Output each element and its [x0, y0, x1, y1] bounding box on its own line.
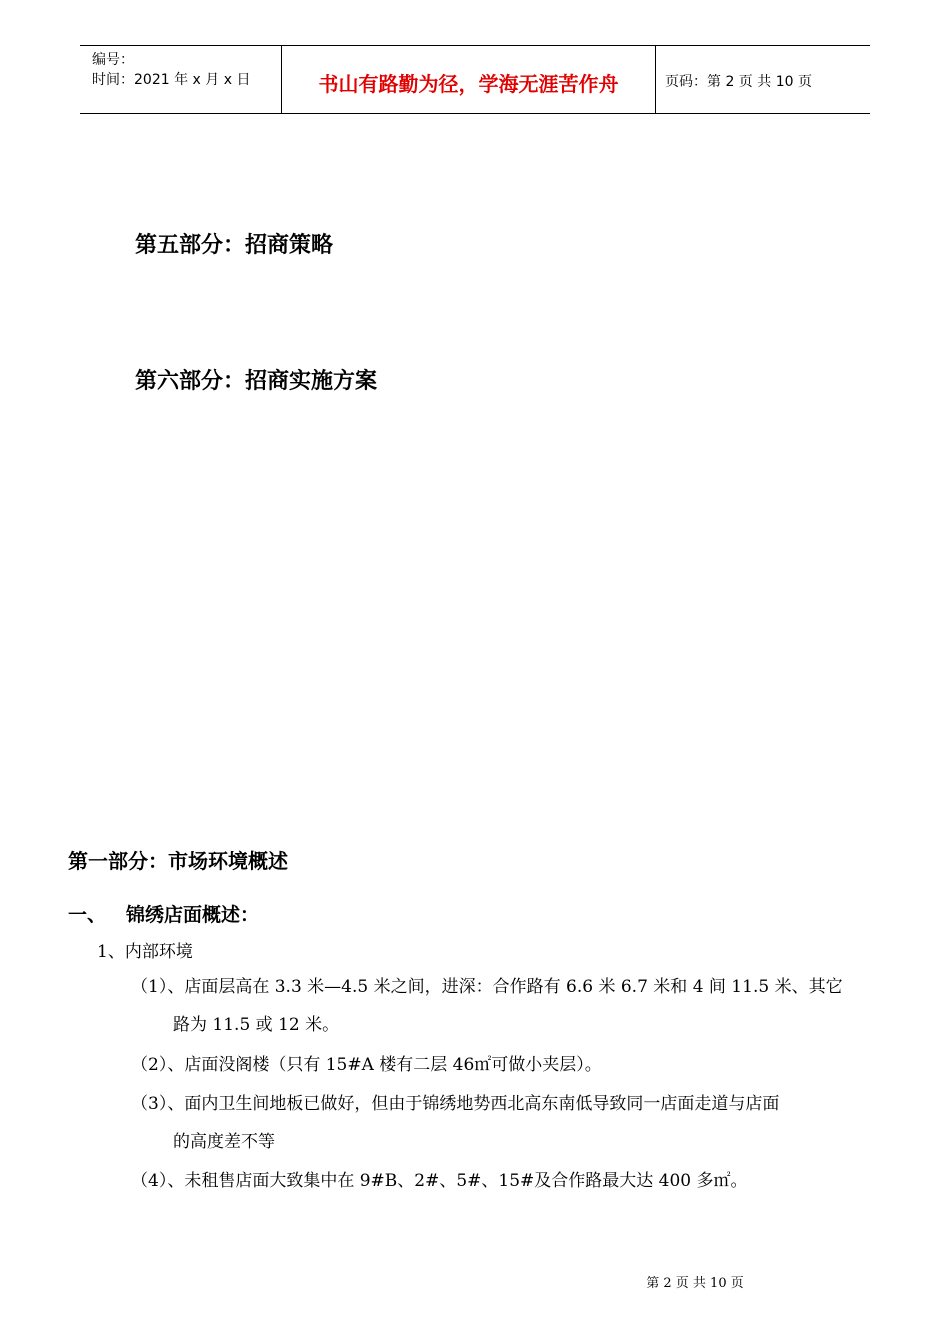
list-item: [131, 1085, 883, 1161]
header-top-rule: [80, 45, 870, 46]
list-item-continuation: 路为 11.5 或 12 米。: [173, 1015, 340, 1035]
subsection1-heading: 1、内部环境: [97, 942, 193, 962]
part1-title: 第一部分：市场环境概述: [68, 849, 288, 873]
page-footer: 第 2 页 共 10 页: [646, 1276, 744, 1291]
list-item-continuation: 的高度差不等: [173, 1132, 275, 1152]
header-meta: [92, 50, 250, 90]
outline-part5-heading: 第五部分：招商策略: [135, 233, 334, 258]
list-item-line: （1）、店面层高在 3.3 米—4.5 米之间，进深：合作路有 6.6 米 6.7 米和 4 间 11.5 米、其它: [131, 977, 843, 997]
list-item: [131, 1046, 883, 1084]
outline-part6-heading: 第六部分：招商实施方案: [135, 369, 378, 394]
list-item-line: （2）、店面没阁楼（只有 15#A 楼有二层 46㎡可做小夹层）。: [131, 1055, 602, 1075]
header-page-info: 页码：第 2 页 共 10 页: [665, 74, 812, 90]
document-time-label: 时间：2021 年 x 月 x 日: [92, 72, 251, 88]
header-divider-2: [655, 45, 656, 114]
document-number-label: 编号：: [92, 52, 134, 68]
list-item: [131, 1162, 883, 1200]
list-item: [131, 968, 883, 1044]
section1-title: 锦绣店面概述：: [126, 904, 260, 926]
list-item-line: （3）、面内卫生间地板已做好，但由于锦绣地势西北高东南低导致同一店面走道与店面: [131, 1094, 780, 1114]
header-bottom-rule: [80, 113, 870, 114]
section1-heading: [68, 900, 259, 927]
section1-number: 一、: [68, 904, 107, 926]
header-motto: 书山有路勤为径，学海无涯苦作舟: [318, 72, 619, 96]
list-item-line: （4）、未租售店面大致集中在 9#B、2#、5#、15#及合作路最大达 400 多㎡。: [131, 1171, 748, 1191]
